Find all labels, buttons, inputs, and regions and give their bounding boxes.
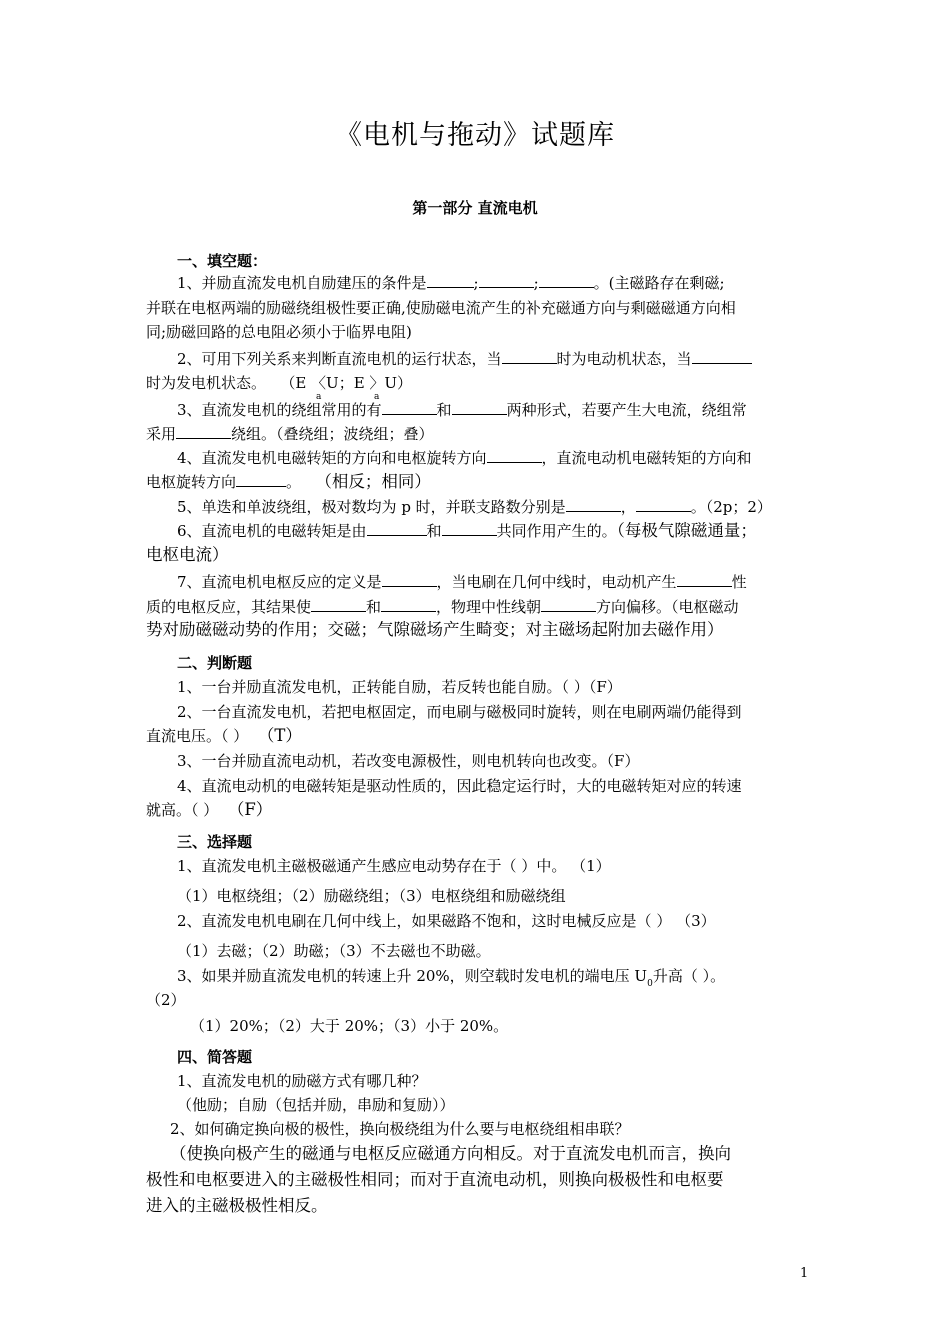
s3-q3-text2: 升高（ ）。 [652,967,726,985]
s4-q2-answer-line2: 极性和电枢要进入的主磁极性相同；而对于直流电动机，则换向极极性和电枢要 [146,1170,724,1189]
s1-q2-line1 [177,349,752,369]
s1-q5-answer: 。（2p；2） [690,498,772,516]
s3-q3-options: （1）20%；（2）大于 20%；（3）小于 20%。 [190,1017,509,1035]
blank [541,597,596,612]
separator: ; [533,274,539,292]
s2-q4-line1: 4、直流电动机的电磁转矩是驱动性质的，因此稳定运行时，大的电磁转矩对应的转速 [177,777,742,795]
s2-q1: 1、一台并励直流发电机，正转能自励，若反转也能自励。（ ）（F） [177,678,622,696]
page-number: 1 [800,1266,809,1281]
s1-q7-line1 [177,572,747,592]
s3-q3-text: 3、如果并励直流发电机的转速上升 20%，则空载时发电机的端电压 U [177,967,648,985]
s1-q3-text2: 和 [436,401,452,419]
document-title: 《电机与拖动》试题库 [335,120,615,151]
s1-q5-line1 [177,497,772,517]
s3-q2: 2、直流发电机电刷在几何中线上，如果磁路不饱和，这时电械反应是（ ） （3） [177,912,716,930]
s1-q4-text4: 。 [286,473,302,491]
s1-q7-text4: 质的电枢反应，其结果使 [146,598,312,616]
blank [487,448,542,463]
blank [539,273,594,288]
s1-q6-text2: 和 [426,522,442,540]
s4-q1-answer: （他励；自励（包括并励，串励和复励）） [177,1096,455,1114]
s1-q3-text: 3、直流发电机的绕组常用的有 [177,401,382,419]
blank [236,472,286,487]
s4-q2: 2、如何确定换向极的极性，换向极绕组为什么要与电枢绕组相串联？ [170,1120,630,1138]
s3-q3-line1 [177,966,725,989]
s1-q1-line3: 同;励磁回路的总电阻必须小于临界电阻) [146,323,412,341]
s1-q7-text2: ，当电刷在几何中线时，电动机产生 [436,573,677,591]
s1-q5-text2: ， [620,498,636,516]
s1-q1-line2: 并联在电枢两端的励磁绕组极性要正确,使励磁电流产生的补充磁通方向与剩磁磁通方向相 [146,299,736,317]
blank [176,424,231,439]
section1-heading: 一、填空题： [177,252,268,270]
subscript-a2: a [374,392,380,402]
s1-q1-line1 [177,273,725,293]
s2-q2-line1: 2、一台直流发电机，若把电枢固定，而电刷与磁极同时旋转，则在电刷两端仍能得到 [177,703,742,721]
section3-heading: 三、选择题 [177,833,253,851]
s1-q3-answer: 绕组。（叠绕组；波绕组；叠） [231,425,434,443]
s1-q7-line2 [146,597,739,617]
s2-q2-text: 直流电压。（ ） [146,727,249,745]
s1-q2-line2 [146,373,412,393]
s1-q3-line2 [146,424,434,444]
s4-q2-answer-line3: 进入的主磁极极性相反。 [146,1196,328,1215]
s3-q3-answer: （2） [146,991,186,1009]
s1-q3-line1 [177,400,747,420]
s3-q2-options: （1）去磁；（2）助磁；（3）不去磁也不助磁。 [177,942,491,960]
blank [367,521,427,536]
s1-q7-text6: ，物理中性线朝 [436,598,542,616]
subscript-a1: a [316,392,322,402]
blank [636,497,691,512]
s1-q6-line2: 电枢电流） [146,545,229,564]
s1-q6-text3: 共同作用产生的。 [496,522,617,540]
blank [381,597,436,612]
blank [692,349,752,364]
blank [382,400,437,415]
s1-q2-text2: 时为电动机状态，当 [556,350,692,368]
s2-q4-line2 [146,800,272,820]
blank [452,400,507,415]
s2-q4-text: 就高。（ ） [146,801,219,819]
s1-q5-text: 5、单迭和单波绕组，极对数均为 p 时，并联支路数分别是 [177,498,566,516]
s1-q6-line1 [177,521,757,541]
s3-q1: 1、直流发电机主磁极磁通产生感应电动势存在于（ ）中。 （1） [177,857,611,875]
s1-q2-text: 2、可用下列关系来判断直流电机的运行状态，当 [177,350,502,368]
s1-q4-text3: 电枢旋转方向 [146,473,237,491]
s2-q3: 3、一台并励直流电动机，若改变电源极性，则电机转向也改变。（F） [177,752,640,770]
s1-q4-line2 [146,472,431,492]
s1-q4-answer: （相反；相同） [315,472,431,491]
s1-q4-text2: ，直流电动机电磁转矩的方向和 [541,449,752,467]
s2-q4-answer: （F） [227,800,273,819]
s1-q6-answer: （每极气隙磁通量； [616,521,757,540]
blank [427,273,474,288]
s1-q2-answer: （E 〈U；E 〉U） [280,374,413,392]
s2-q2-line2 [146,726,302,746]
s1-q7-text7: 方向偏移。（电枢磁动 [596,598,739,616]
s1-q7-text: 7、直流电机电枢反应的定义是 [177,573,382,591]
blank [502,349,557,364]
s1-q4-line1 [177,448,752,468]
s1-q3-text3: 两种形式，若要产生大电流，绕组常 [506,401,747,419]
blank [479,273,534,288]
section2-heading: 二、判断题 [177,654,253,672]
s1-q2-text3: 时为发电机状态。 [146,374,267,392]
blank [311,597,366,612]
blank [677,572,732,587]
subscript-zero: 0 [647,979,653,989]
blank [442,521,497,536]
s1-q6-text: 6、直流电机的电磁转矩是由 [177,522,367,540]
blank [566,497,621,512]
s1-q7-text3: 性 [731,573,747,591]
s1-q7-text5: 和 [366,598,382,616]
section4-heading: 四、简答题 [177,1048,253,1066]
s1-q3-text4: 采用 [146,425,177,443]
s4-q1: 1、直流发电机的励磁方式有哪几种？ [177,1072,427,1090]
s1-q4-text: 4、直流发电机电磁转矩的方向和电枢旋转方向 [177,449,487,467]
s1-q1-text: 1、并励直流发电机自励建压的条件是 [177,274,427,292]
part-heading: 第一部分 直流电机 [412,199,538,217]
s4-q2-answer-line1: （使换向极产生的磁通与电枢反应磁通方向相反。对于直流发电机而言，换向 [170,1144,731,1163]
s1-q1-answer: 。(主磁路存在剩磁; [593,274,725,292]
blank [382,572,437,587]
s1-q7-line3: 势对励磁磁动势的作用；交磁；气隙磁场产生畸变；对主磁场起附加去磁作用） [146,620,724,639]
separator: ; [473,274,479,292]
s2-q2-answer: （T） [257,726,302,745]
s3-q1-options: （1）电枢绕组；（2）励磁绕组；（3）电枢绕组和励磁绕组 [177,887,566,905]
